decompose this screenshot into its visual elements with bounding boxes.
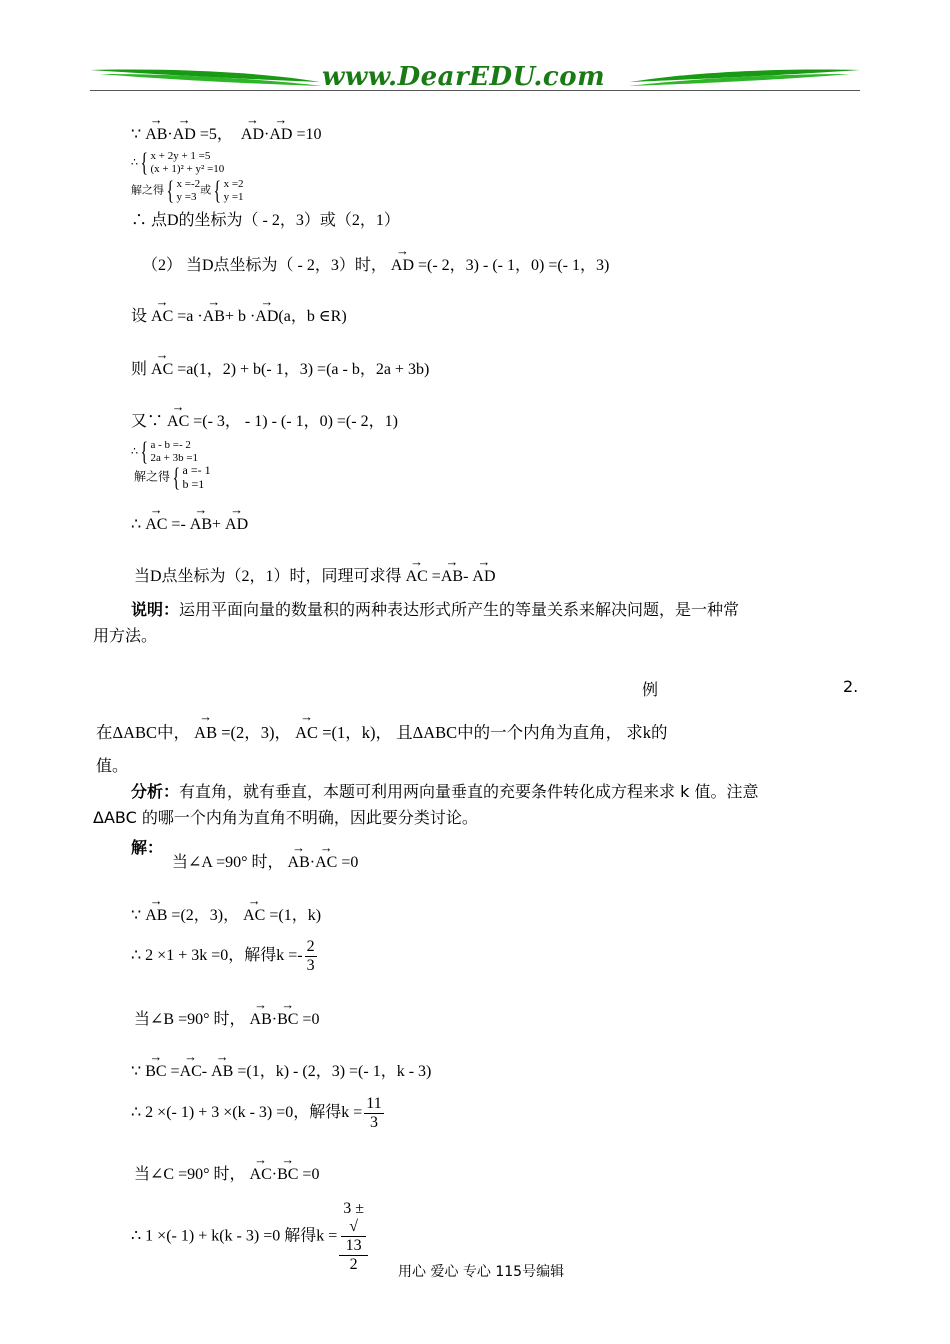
sol1-prefix: 解之得 (131, 184, 164, 197)
fraction-denominator: 3 (306, 957, 315, 974)
case-angle-c: 当∠C =90° 时， → AC·→ BC =0 (134, 1161, 319, 1184)
example-number: 2. (843, 677, 859, 696)
equation-system-2: ∴{ a - b =- 2 2a + 3b =1 (131, 437, 199, 466)
also-prefix: 又∵ (131, 413, 164, 430)
vector-ad: → AD (391, 257, 414, 275)
fraction-numerator: 11 (366, 1095, 382, 1112)
solution-system-1: 解之得{ x =-2 y =3或{ x =2 y =1 (131, 176, 244, 205)
example-label: 例 (642, 680, 659, 699)
sol1-y-value: y =3 (176, 191, 197, 203)
site-logo[interactable]: www.DearEDU.com (322, 62, 606, 92)
sqrt-radicand: 13 (341, 1236, 366, 1255)
sys1-eq-a: x + 2y + 1 =5 (150, 150, 211, 163)
example-2-problem-end: 值。 (96, 758, 129, 775)
explanation-text-1: 运用平面向量的数量积的两种表达形式所产生的等量关系来解决问题，是一种常 (179, 600, 740, 619)
set-line: 设 → AC =a ·→ AB+ b ·→ AD(a，b ∈R) (131, 303, 347, 326)
solution-system-2: 解之得{ a =- 1 b =1 (134, 462, 211, 492)
case-3-line: 当D点坐标为（2，1）时，同理可求得 → AC =→ AB- → AD (134, 563, 496, 586)
sol1-y-value-2: y =1 (223, 191, 244, 203)
solve-k-3-prefix: ∴ 1 ×(- 1) + k(k - 3) =0 解得k = (131, 1227, 338, 1245)
fraction-k-3 (339, 1200, 368, 1274)
vector-conclusion: ∴ → AC =- → AB+ → AD (131, 514, 248, 534)
header-rule (90, 90, 860, 91)
set-prefix: 设 (131, 308, 148, 325)
fraction-denominator: 3 (369, 1114, 378, 1131)
case-2-expr: =(- 2，3) - (- 1，0) =(- 1，3) (418, 257, 610, 274)
explanation-line-2: 用方法。 (93, 626, 158, 645)
fraction-denominator: 2 (349, 1256, 358, 1273)
solution-label: 解： (131, 838, 164, 857)
sys2-eq-b: 2a + 3b =1 (150, 452, 199, 464)
case-2-prefix: （2） 当D点坐标为（ - 2，3）时， (142, 257, 387, 274)
vector-ac: → AC (167, 413, 189, 431)
solve-k-2 (131, 1095, 384, 1132)
sol1-x-value: x =-2 (176, 178, 201, 191)
then-line (131, 356, 429, 379)
fraction-numerator: 2 (306, 938, 315, 955)
vector-ac: → AC (151, 361, 173, 379)
analysis-text-1: 有直角，就有垂直，本题可利用两向量垂直的充要条件转化成方程来求 k 值。注意 (179, 782, 759, 801)
example-2-problem: 在ΔABC中， → AB =(2，3)， → AC =(1，k)， 且ΔABC中的一个内角为直角， 求k的 (96, 719, 668, 743)
given-vectors: ∵ → AB =(2，3)， → AC =(1，k) (131, 902, 321, 925)
fraction-numerator: 3 ± √ 13 (339, 1200, 368, 1256)
solve-k-3 (131, 1200, 368, 1274)
numerator-part: 3 ± (343, 1200, 365, 1217)
also-line (131, 408, 398, 431)
sys2-eq-a: a - b =- 2 (150, 439, 191, 452)
bc-vector: ∵ → BC =→ AC- → AB =(1，k) - (2，3) =(- 1，k - 3) (131, 1058, 431, 1081)
fraction-k-2 (364, 1095, 383, 1132)
analysis-line-2: ΔABC 的哪一个内角为直角不明确，因此要分类讨论。 (93, 808, 478, 827)
solve-k-1 (131, 938, 317, 975)
sol1-or: 或 (200, 184, 212, 197)
case-angle-b: 当∠B =90° 时， → AB·→ BC =0 (134, 1006, 319, 1029)
case-angle-a: 当∠A =90° 时， → AB·→ AC =0 (172, 849, 358, 872)
coordinate-conclusion: ∴ 点D的坐标为（ - 2，3）或（2，1） (131, 212, 400, 229)
equation-system-1: ∴{ x + 2y + 1 =5 (x + 1)² + y² =10 (131, 148, 225, 177)
solve-k-2-prefix: ∴ 2 ×(- 1) + 3 ×(k - 3) =0，解得k = (131, 1104, 363, 1122)
sys1-eq-b: (x + 1)² + y² =10 (150, 163, 225, 175)
also-expr: =(- 3， - 1) - (- 1，0) =(- 2，1) (193, 413, 398, 430)
fraction-k-1 (305, 938, 317, 975)
analysis-label: 分析： (131, 782, 180, 801)
sol2-b: b =1 (182, 476, 205, 491)
explanation-label: 说明： (131, 600, 180, 619)
case-3-prefix: 当D点坐标为（2，1）时，同理可求得 (134, 568, 402, 585)
vector-ac: → AC (151, 308, 173, 326)
sol2-a: a =- 1 (182, 463, 211, 477)
then-expr: =a(1，2) + b(- 1，3) =(a - b，2a + 3b) (177, 361, 430, 378)
solve-k-1-prefix: ∴ 2 ×1 + 3k =0，解得k =- (131, 947, 303, 965)
analysis-line-1 (131, 779, 758, 802)
explanation-line-1 (131, 597, 739, 620)
page-footer: 用心 爱心 专心 115号编辑 (398, 1264, 565, 1280)
dot-product-line: ∵ → AB·→ AD =5， → AD·→ AD =10 (131, 121, 321, 144)
then-prefix: 则 (131, 361, 148, 378)
sol2-prefix: 解之得 (134, 469, 171, 484)
sol1-x-value-2: x =2 (223, 178, 244, 191)
case-2-line (142, 252, 609, 275)
